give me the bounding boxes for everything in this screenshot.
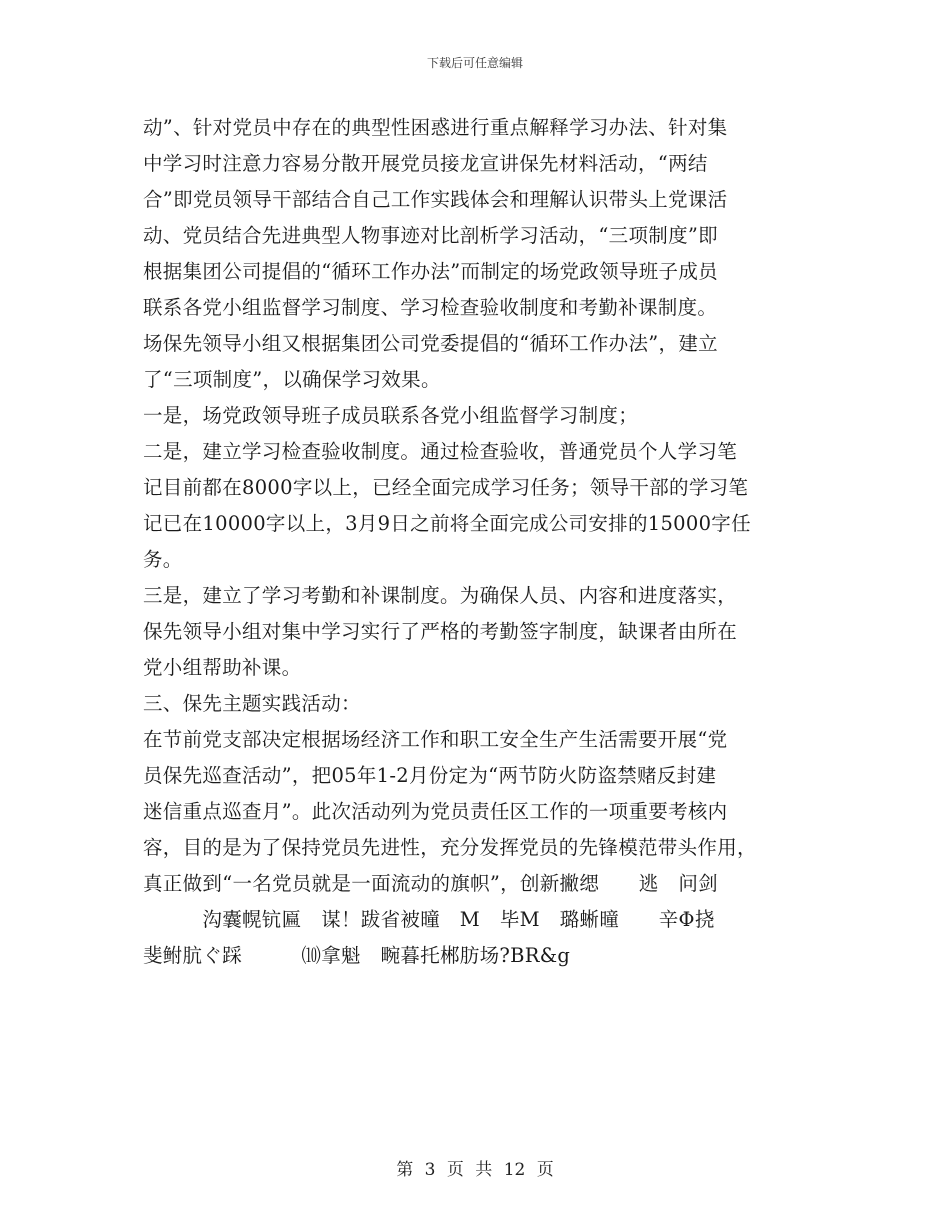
text-line: 记目前都在8000字以上，已经全面完成学习任务；领导干部的学习笔: [143, 476, 749, 499]
text-line: 场保先领导小组又根据集团公司党委提倡的“循环工作办法”，建立: [143, 332, 718, 355]
garbled-text-line: 斐鲋肮ぐ踩 ⑽拿魁 畹暮托郴肪场?BR&g: [143, 944, 571, 967]
text-line: 中学习时注意力容易分散开展党员接龙宣讲保先材料活动，“两结: [143, 152, 708, 175]
text-line: 动”、针对党员中存在的典型性困惑进行重点解释学习办法、针对集: [143, 116, 728, 139]
text-line: 根据集团公司提倡的“循环工作办法”而制定的场党政领导班子成员: [143, 260, 718, 283]
section-heading: 三、保先主题实践活动：: [143, 692, 361, 715]
text-line: 在节前党支部决定根据场经济工作和职工安全生产生活需要开展“党: [143, 728, 728, 751]
text-line: 党小组帮助补课。: [143, 656, 302, 679]
garbled-text-line: 沟囊幌钪匾 谋！跋省被曈 M 毕M 璐蜥曈 辛Φ挠: [143, 908, 715, 931]
text-line: 三是，建立了学习考勤和补课制度。为确保人员、内容和进度落实，: [143, 584, 738, 607]
text-line: 合”即党员领导干部结合自己工作实践体会和理解认识带头上党课活: [143, 188, 728, 211]
document-body: [143, 110, 813, 974]
text-line: 联系各党小组监督学习制度、学习检查验收制度和考勤补课制度。: [143, 296, 718, 319]
text-line: 动、党员结合先进典型人物事迹对比剖析学习活动，“三项制度”即: [143, 224, 718, 247]
page-header: 下载后可任意编辑: [426, 56, 523, 70]
text-line: 真正做到“一名党员就是一面流动的旗帜”，创新撇缌 逃 问剑: [143, 872, 718, 895]
page-number-footer: 第 3 页 共 12 页: [396, 1160, 554, 1180]
text-line: 务。: [143, 548, 183, 571]
text-line: 记已在10000字以上，3月9日之前将全面完成公司安排的15000字任: [143, 512, 751, 535]
text-line: 容，目的是为了保持党员先进性，充分发挥党员的先锋模范带头作用，: [143, 836, 757, 859]
text-line: 二是，建立学习检查验收制度。通过检查验收，普通党员个人学习笔: [143, 440, 738, 463]
text-line: 保先领导小组对集中学习实行了严格的考勤签字制度，缺课者由所在: [143, 620, 738, 643]
text-line: 迷信重点巡查月”。此次活动列为党员责任区工作的一项重要考核内: [143, 800, 728, 823]
text-line: 一是，场党政领导班子成员联系各党小组监督学习制度；: [143, 404, 639, 427]
text-line: 员保先巡查活动”，把05年1-2月份定为“两节防火防盗禁赌反封建: [143, 764, 717, 787]
text-line: 了“三项制度”，以确保学习效果。: [143, 368, 441, 391]
